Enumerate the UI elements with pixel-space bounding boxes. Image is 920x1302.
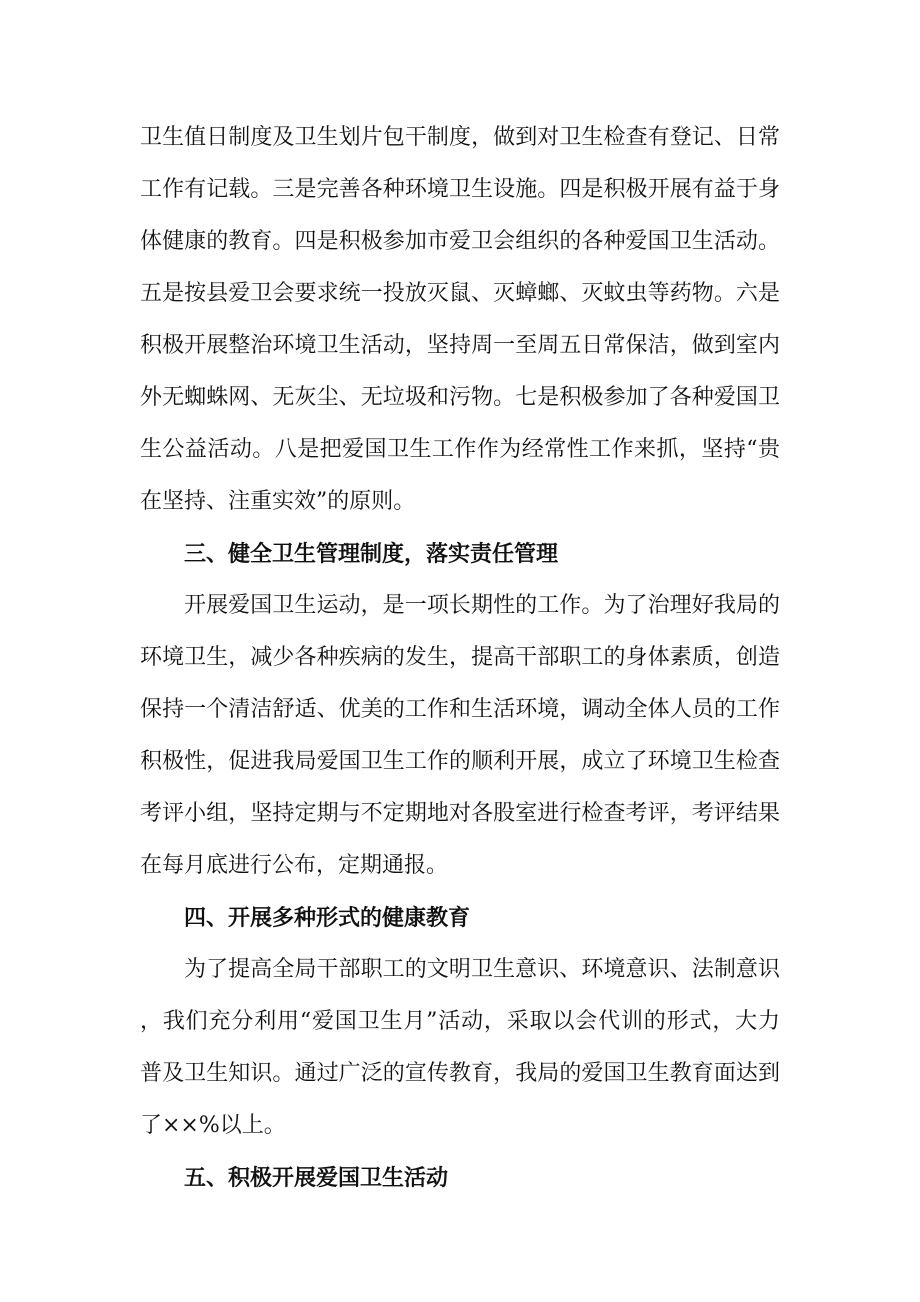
paragraph-education <box>140 944 780 1152</box>
paragraph-management <box>140 580 780 892</box>
text-line: 外无蜘蛛网、无灰尘、无垃圾和污物。七是积极参加了各种爱国卫 <box>140 385 780 410</box>
text-line: 为了提高全局干部职工的文明卫生意识、环境意识、法制意识 <box>184 957 780 982</box>
text-line: 在每月底进行公布，定期通报。 <box>140 853 449 878</box>
text-line: 积极性，促进我局爱国卫生工作的顺利开展，成立了环境卫生检查 <box>140 749 780 774</box>
text-line: 在坚持、注重实效”的原则。 <box>140 489 416 514</box>
section-heading-5: 五、积极开展爱国卫生活动 <box>184 1165 449 1191</box>
text-line: 了××%以上。 <box>140 1113 286 1138</box>
text-line: 开展爱国卫生运动，是一项长期性的工作。为了治理好我局的 <box>184 593 780 618</box>
text-line: 卫生值日制度及卫生划片包干制度，做到对卫生检查有登记、日常 <box>140 125 780 150</box>
text-line: 保持一个清洁舒适、优美的工作和生活环境，调动全体人员的工作 <box>140 697 780 722</box>
text-line: 体健康的教育。四是积极参加市爱卫会组织的各种爱国卫生活动。 <box>140 229 780 254</box>
text-line: 工作有记载。三是完善各种环境卫生设施。四是积极开展有益于身 <box>140 177 780 202</box>
text-line: 生公益活动。八是把爱国卫生工作作为经常性工作来抓，坚持“贵 <box>140 437 780 462</box>
text-line: 普及卫生知识。通过广泛的宣传教育，我局的爱国卫生教育面达到 <box>140 1061 780 1086</box>
section-heading-3: 三、健全卫生管理制度，落实责任管理 <box>184 541 559 567</box>
text-line: 考评小组，坚持定期与不定期地对各股室进行检查考评，考评结果 <box>140 801 780 826</box>
paragraph-continued <box>140 112 780 528</box>
document-body <box>140 112 780 1204</box>
text-line: 五是按县爱卫会要求统一投放灭鼠、灭蟑螂、灭蚊虫等药物。六是 <box>140 281 780 306</box>
text-line: ，我们充分利用“爱国卫生月”活动，采取以会代训的形式，大力 <box>140 1009 780 1034</box>
text-line: 环境卫生，减少各种疾病的发生，提高干部职工的身体素质，创造 <box>140 645 780 670</box>
text-line: 积极开展整治环境卫生活动，坚持周一至周五日常保洁，做到室内 <box>140 333 780 358</box>
section-heading-4: 四、开展多种形式的健康教育 <box>184 905 471 931</box>
